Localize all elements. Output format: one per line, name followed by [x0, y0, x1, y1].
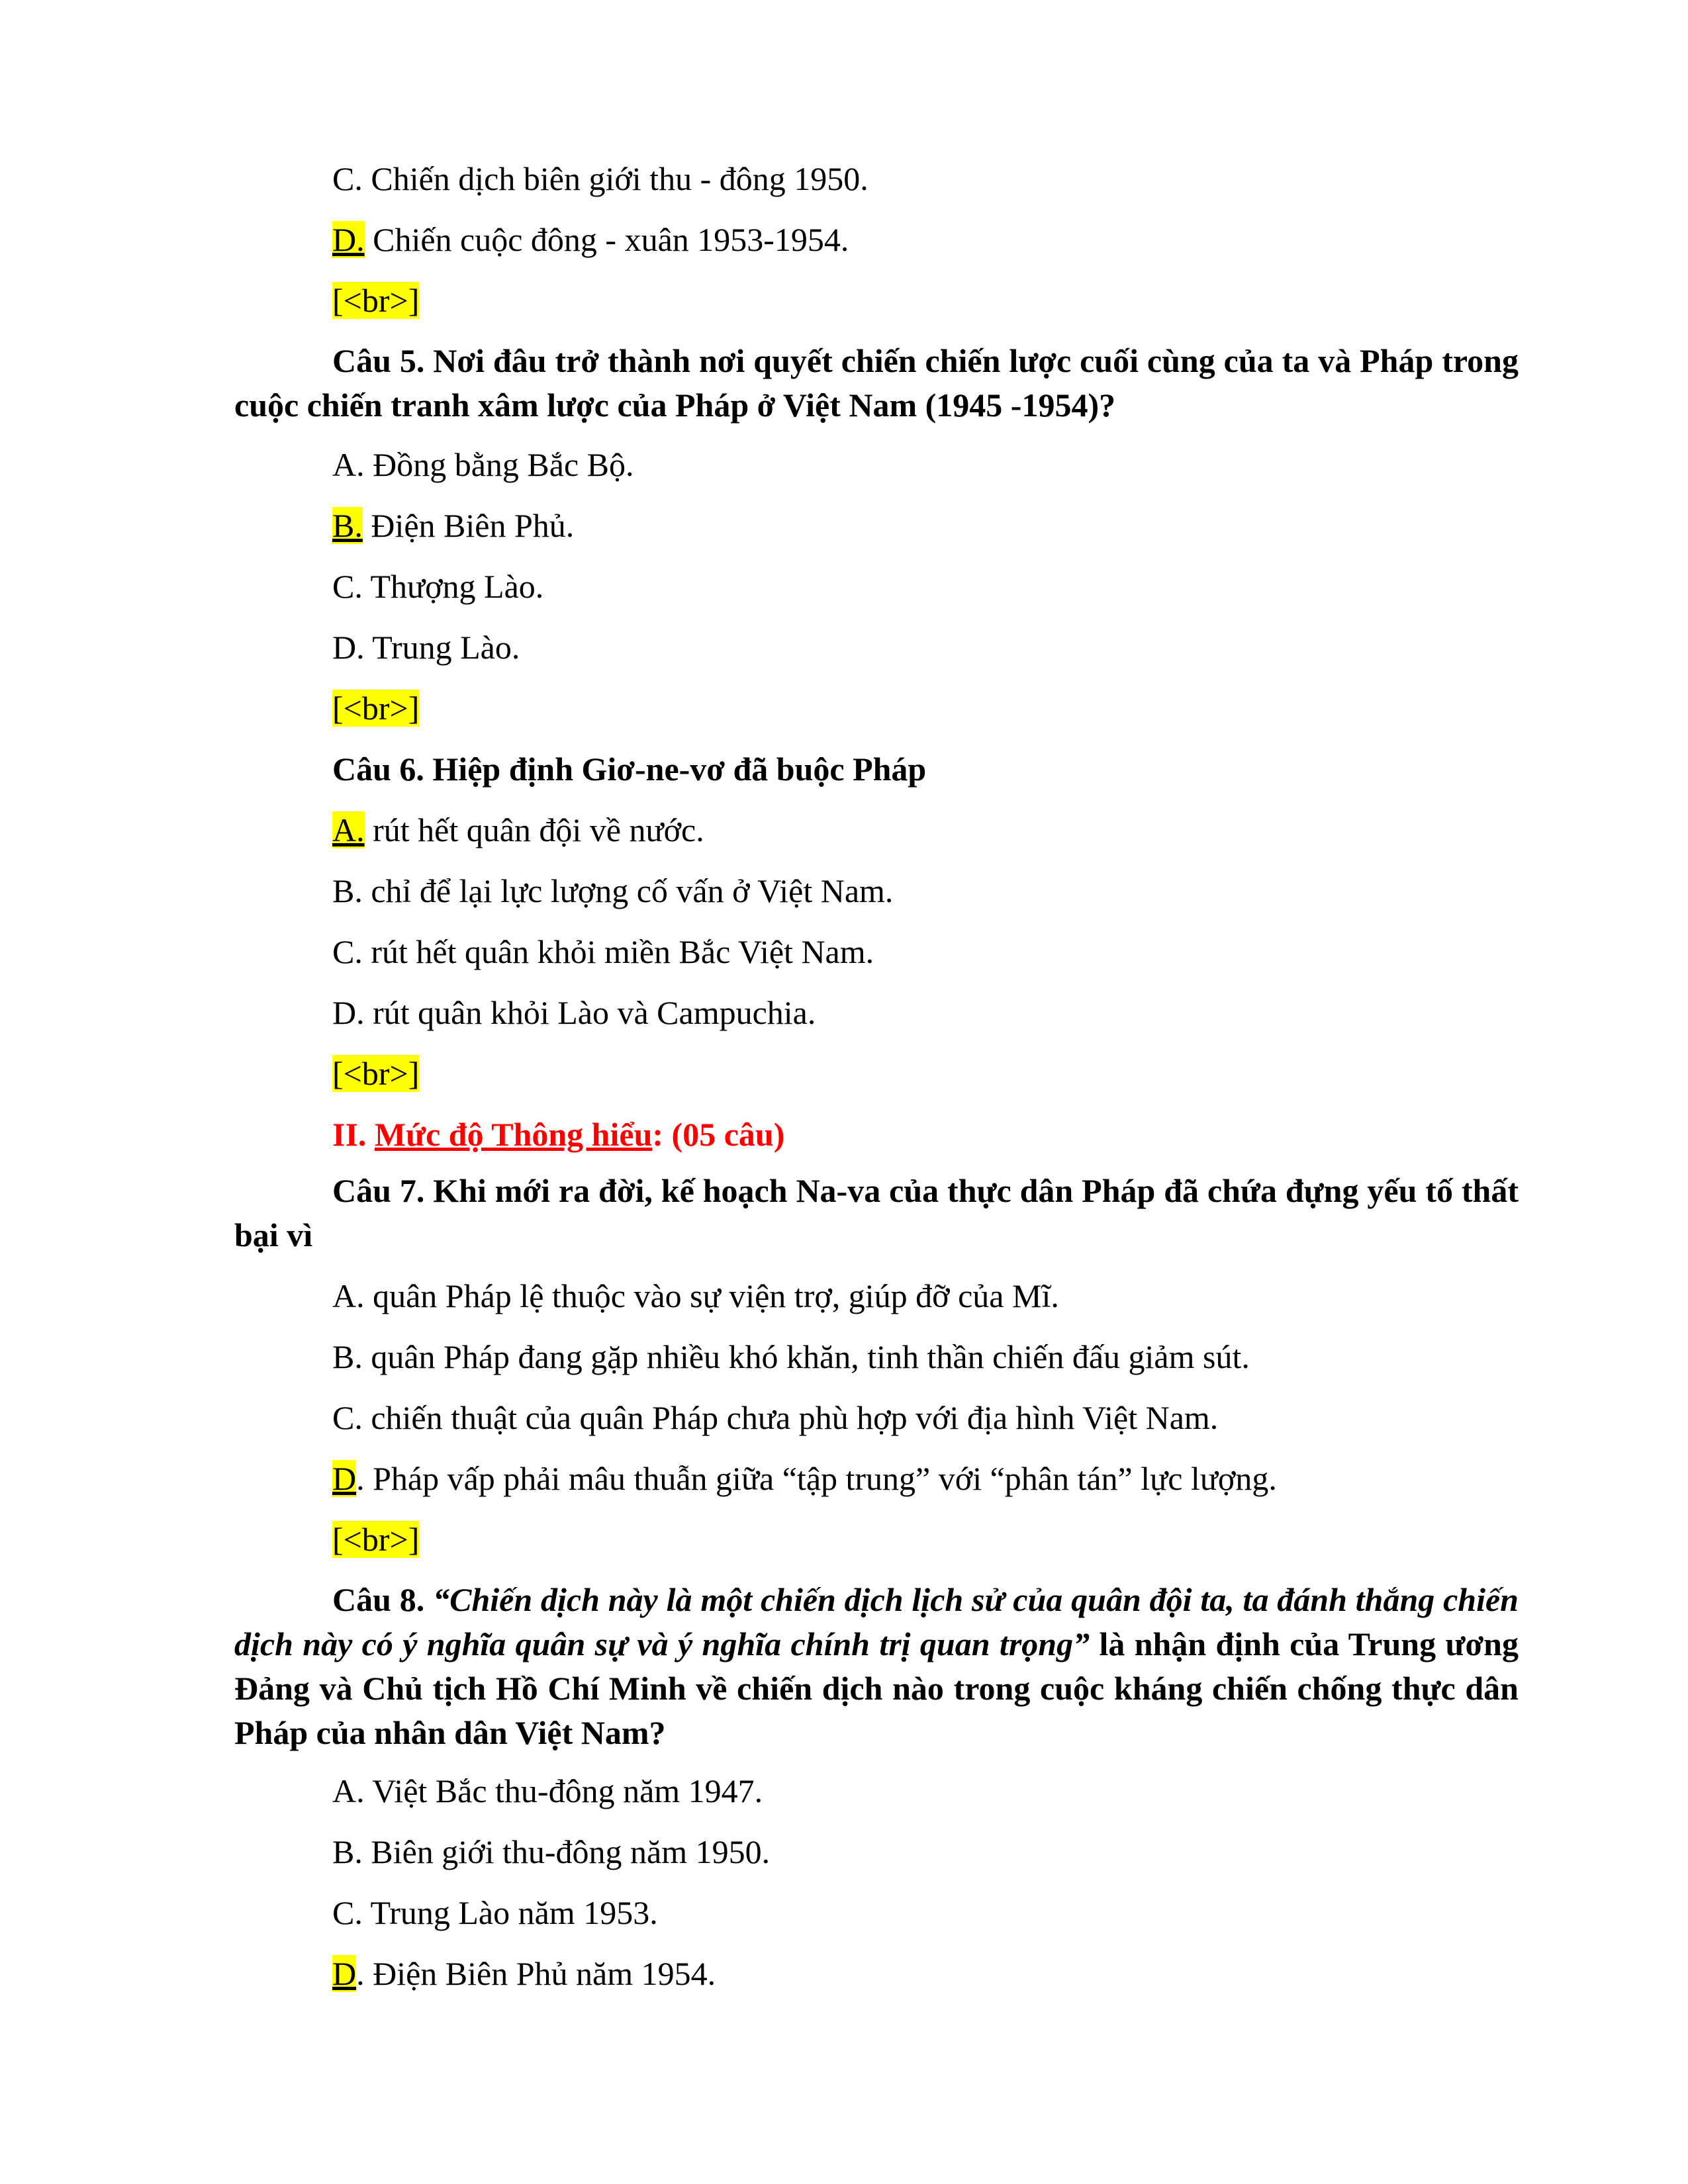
q7-question: Câu 7. Khi mới ra đời, kế hoạch Na-va của thực dân Pháp đã chứa đựng yếu tố thất bại vì — [234, 1172, 1519, 1253]
separator — [332, 1054, 419, 1093]
q4-option-c: C. Chiến dịch biên giới thu - đông 1950. — [332, 160, 868, 197]
q6-option-a — [332, 810, 704, 850]
q8-label: Câu 8. — [332, 1581, 434, 1618]
q6-option-d: D. rút quân khỏi Lào và Campuchia. — [332, 994, 816, 1031]
q8-quote: “Chiến dịch này là một chiến dịch lịch sử của quân đội ta, ta đánh thắng chiến dịch này có ý nghĩa quân sự và ý nghĩa chính trị quan trọng” — [234, 1581, 1519, 1662]
section-suffix: : (05 câu) — [652, 1116, 785, 1153]
separator — [332, 1520, 419, 1559]
q7-answer-letter: D — [332, 1460, 357, 1497]
q5-option-c: C. Thượng Lào. — [332, 568, 544, 605]
q7-option-d — [332, 1459, 1277, 1498]
separator-tag: [<br>] — [332, 282, 420, 319]
q7-option-a: A. quân Pháp lệ thuộc vào sự viện trợ, giúp đỡ của Mĩ. — [332, 1277, 1059, 1314]
q5-question: Câu 5. Nơi đâu trở thành nơi quyết chiến chiến lược cuối cùng của ta và Pháp trong cuộc chiến tranh xâm lược của Pháp ở Việt Nam (1945 -1954)? — [234, 342, 1519, 424]
q6-answer-letter: A. — [332, 811, 365, 848]
q7-option-b: B. quân Pháp đang gặp nhiều khó khăn, tinh thần chiến đấu giảm sút. — [332, 1338, 1250, 1375]
separator — [332, 281, 419, 320]
q8-option-d — [332, 1954, 716, 1993]
q7-option-d-text: . Pháp vấp phải mâu thuẫn giữa “tập trung” với “phân tán” lực lượng. — [356, 1460, 1277, 1497]
section-prefix: II. — [332, 1116, 375, 1153]
q8-option-b: B. Biên giới thu-đông năm 1950. — [332, 1833, 771, 1870]
q5-answer-letter: B. — [332, 507, 363, 544]
separator-tag: [<br>] — [332, 1055, 420, 1092]
q6-option-c: C. rút hết quân khỏi miền Bắc Việt Nam. — [332, 933, 874, 970]
q4-option-d-text: Chiến cuộc đông - xuân 1953-1954. — [364, 221, 849, 258]
q7-option-c: C. chiến thuật của quân Pháp chưa phù hợp với địa hình Việt Nam. — [332, 1399, 1219, 1436]
separator-tag: [<br>] — [332, 690, 420, 727]
q5-option-d: D. Trung Lào. — [332, 629, 520, 666]
q8-question — [234, 1578, 1519, 1755]
section-heading — [332, 1115, 784, 1154]
q4-answer-letter: D. — [332, 221, 365, 258]
q8-rest: là nhận định của Trung ương Đảng và Chủ tịch Hồ Chí Minh về chiến dịch nào trong cuộc kháng chiến chống thực dân Pháp của nhân dân Việt Nam? — [234, 1625, 1519, 1751]
q5-option-b-text: Điện Biên Phủ. — [362, 507, 575, 544]
q8-option-c: C. Trung Lào năm 1953. — [332, 1894, 658, 1931]
separator — [332, 688, 419, 728]
q8-option-a: A. Việt Bắc thu-đông năm 1947. — [332, 1772, 763, 1809]
separator-tag: [<br>] — [332, 1521, 420, 1558]
q5-option-b — [332, 506, 574, 545]
q4-option-d — [332, 220, 849, 259]
q8-answer-letter: D — [332, 1955, 357, 1992]
q6-option-b: B. chỉ để lại lực lượng cố vấn ở Việt Nam. — [332, 872, 894, 909]
q8-option-d-text: . Điện Biên Phủ năm 1954. — [356, 1955, 716, 1992]
q6-question: Câu 6. Hiệp định Giơ-ne-vơ đã buộc Pháp — [332, 751, 927, 788]
q5-option-a: A. Đồng bằng Bắc Bộ. — [332, 446, 634, 483]
section-title: Mức độ Thông hiểu — [374, 1116, 653, 1153]
q6-option-a-text: rút hết quân đội về nước. — [364, 811, 704, 848]
